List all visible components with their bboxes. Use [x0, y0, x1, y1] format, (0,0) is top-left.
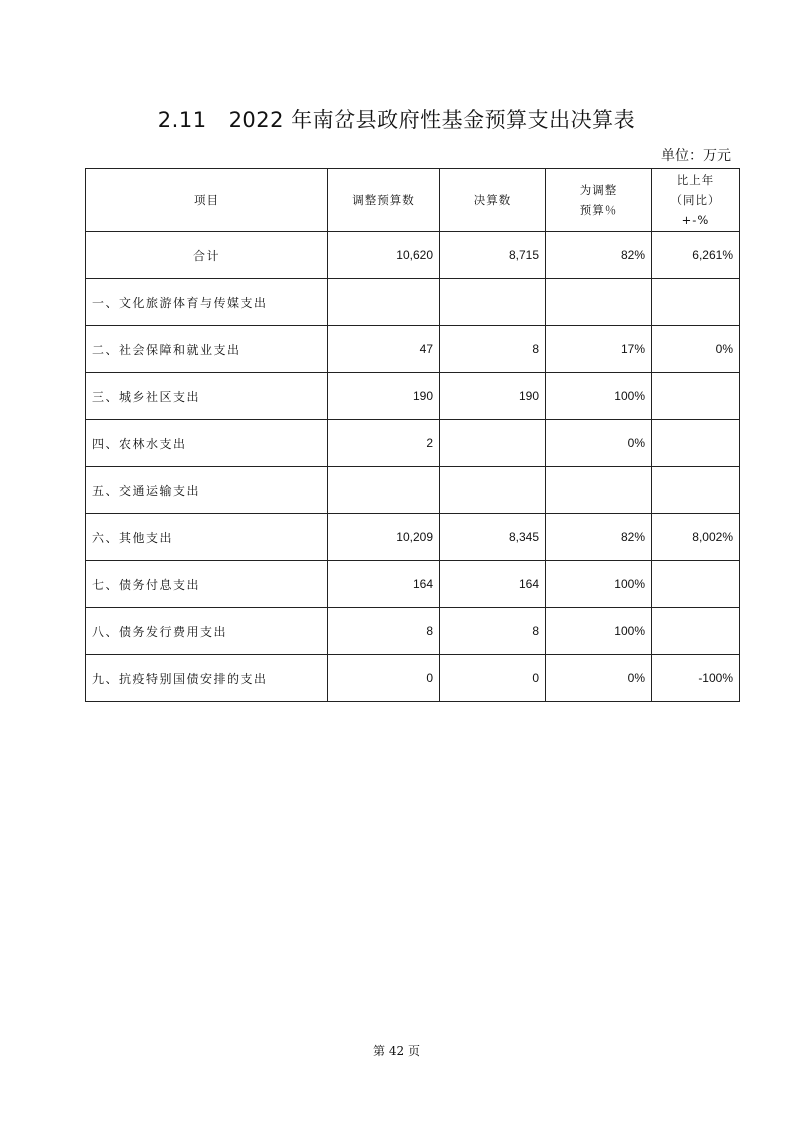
cell-final: 8	[440, 608, 546, 655]
header-yoy: 比上年 （同比） +-%	[652, 169, 740, 232]
cell-final: 8,345	[440, 514, 546, 561]
table-row	[86, 608, 740, 655]
header-final: 决算数	[440, 169, 546, 232]
cell-yoy: 6,261%	[652, 232, 740, 279]
cell-pct: 0%	[546, 655, 652, 702]
cell-item: 五、交通运输支出	[86, 467, 328, 514]
cell-final	[440, 279, 546, 326]
table-row	[86, 373, 740, 420]
cell-item: 一、文化旅游体育与传媒支出	[86, 279, 328, 326]
cell-yoy	[652, 467, 740, 514]
cell-item: 三、城乡社区支出	[86, 373, 328, 420]
cell-final	[440, 467, 546, 514]
cell-item: 合计	[86, 232, 328, 279]
cell-adjusted-budget: 10,620	[328, 232, 440, 279]
table-header-row	[86, 169, 740, 232]
cell-pct: 82%	[546, 232, 652, 279]
cell-item: 九、抗疫特别国债安排的支出	[86, 655, 328, 702]
cell-adjusted-budget: 10,209	[328, 514, 440, 561]
section-number: 2.11	[157, 108, 207, 132]
cell-pct: 0%	[546, 420, 652, 467]
budget-table	[85, 168, 740, 702]
cell-pct: 100%	[546, 561, 652, 608]
table-row	[86, 326, 740, 373]
cell-item: 八、债务发行费用支出	[86, 608, 328, 655]
table-row-total	[86, 232, 740, 279]
table-row	[86, 420, 740, 467]
header-pct-of-budget: 为调整 预算％	[546, 169, 652, 232]
table-body	[86, 232, 740, 702]
cell-final: 164	[440, 561, 546, 608]
cell-pct: 17%	[546, 326, 652, 373]
cell-adjusted-budget: 190	[328, 373, 440, 420]
cell-final: 0	[440, 655, 546, 702]
cell-pct	[546, 279, 652, 326]
cell-item: 六、其他支出	[86, 514, 328, 561]
table-row	[86, 279, 740, 326]
cell-final	[440, 420, 546, 467]
table-row	[86, 514, 740, 561]
cell-adjusted-budget: 8	[328, 608, 440, 655]
cell-item: 二、社会保障和就业支出	[86, 326, 328, 373]
cell-yoy	[652, 608, 740, 655]
cell-item: 四、农林水支出	[86, 420, 328, 467]
cell-final: 8,715	[440, 232, 546, 279]
cell-yoy	[652, 420, 740, 467]
cell-adjusted-budget	[328, 279, 440, 326]
cell-yoy	[652, 373, 740, 420]
page-number: 第 42 页	[373, 1044, 420, 1058]
header-adjusted-budget: 调整预算数	[328, 169, 440, 232]
table-row	[86, 655, 740, 702]
cell-pct: 100%	[546, 373, 652, 420]
cell-adjusted-budget	[328, 467, 440, 514]
cell-adjusted-budget: 2	[328, 420, 440, 467]
cell-pct	[546, 467, 652, 514]
table-row	[86, 467, 740, 514]
cell-final: 8	[440, 326, 546, 373]
header-item: 项目	[86, 169, 328, 232]
cell-adjusted-budget: 164	[328, 561, 440, 608]
cell-yoy	[652, 561, 740, 608]
cell-item: 七、债务付息支出	[86, 561, 328, 608]
table-row	[86, 561, 740, 608]
cell-adjusted-budget: 0	[328, 655, 440, 702]
cell-pct: 82%	[546, 514, 652, 561]
unit-label: 单位：万元	[661, 148, 731, 164]
cell-yoy: 8,002%	[652, 514, 740, 561]
page-title	[0, 104, 793, 134]
cell-yoy: 0%	[652, 326, 740, 373]
cell-adjusted-budget: 47	[328, 326, 440, 373]
cell-yoy: -100%	[652, 655, 740, 702]
cell-final: 190	[440, 373, 546, 420]
cell-yoy	[652, 279, 740, 326]
cell-pct: 100%	[546, 608, 652, 655]
title-text: 2022 年南岔县政府性基金预算支出决算表	[228, 108, 636, 132]
